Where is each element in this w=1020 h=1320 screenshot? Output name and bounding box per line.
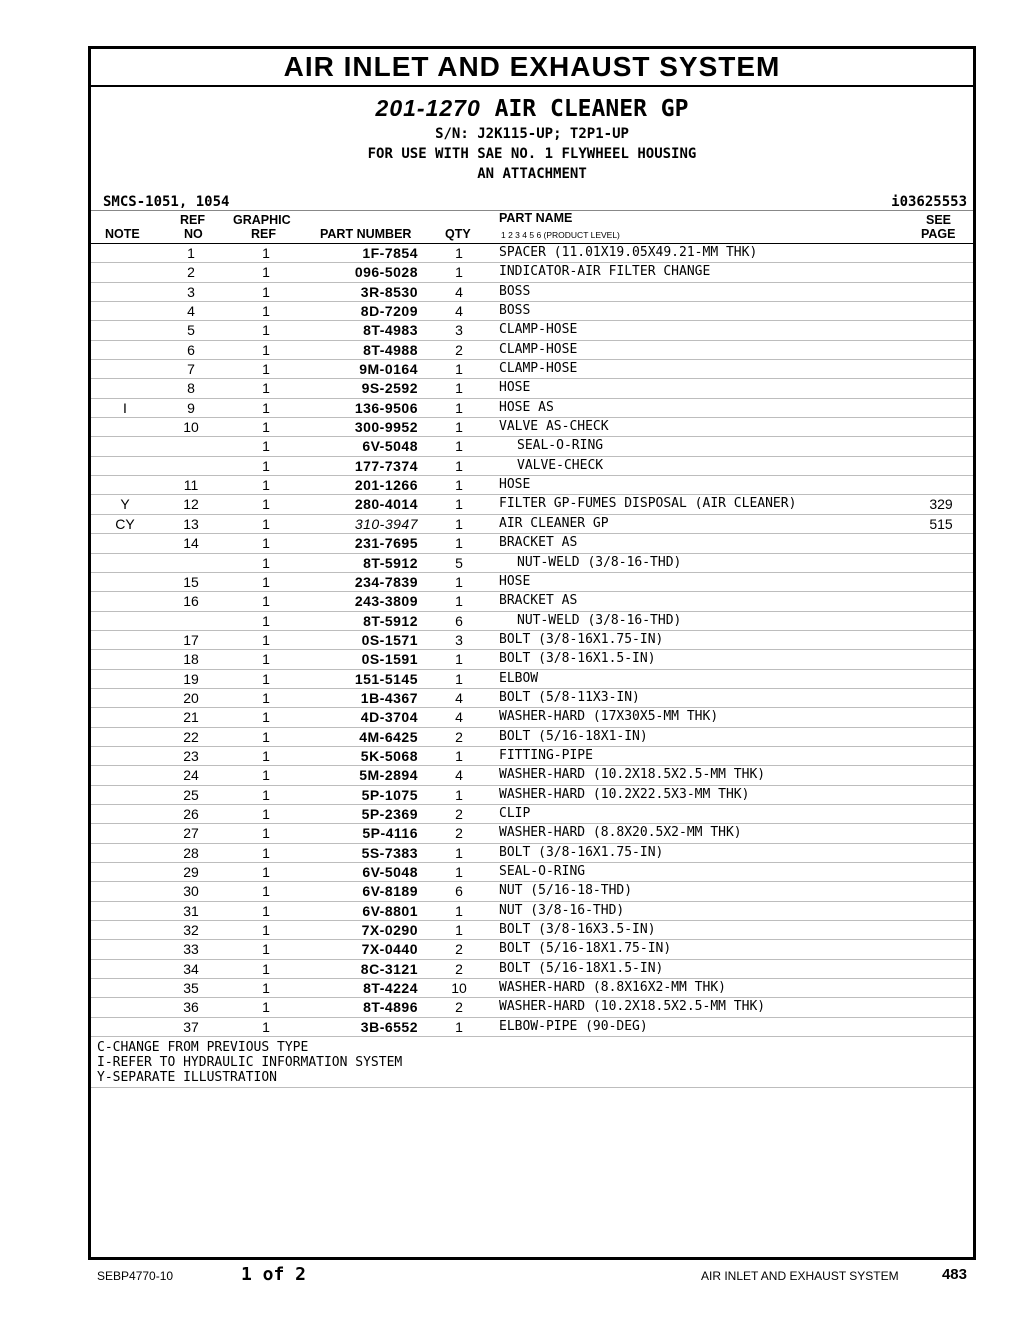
row-part-number: 7X-0440 xyxy=(361,941,418,958)
row-part-name: HOSE xyxy=(499,380,531,396)
row-part-number: 8T-5912 xyxy=(363,554,418,571)
row-qty: 1 xyxy=(455,361,463,378)
row-part-name: WASHER-HARD (8.8X16X2-MM THK) xyxy=(499,980,726,996)
row-part-name: NUT (3/8-16-THD) xyxy=(499,902,625,918)
row-part-name: ELBOW-PIPE (90-DEG) xyxy=(499,1018,648,1034)
row-part-name: WASHER-HARD (10.2X22.5X3-MM THK) xyxy=(499,786,750,802)
row-graphic-ref: 1 xyxy=(262,631,270,648)
row-part-number: 5P-4116 xyxy=(362,825,418,842)
row-part-name: HOSE xyxy=(499,477,531,493)
row-graphic-ref: 1 xyxy=(262,728,270,745)
row-see-page: 515 xyxy=(929,515,953,532)
row-part-name: BOSS xyxy=(499,303,531,319)
row-part-number: 5P-1075 xyxy=(361,786,418,803)
col-see-bottom: PAGE xyxy=(921,227,956,241)
row-graphic-ref: 1 xyxy=(262,980,270,997)
row-ref-no: 12 xyxy=(183,496,199,513)
table-row xyxy=(91,863,973,882)
row-ref-no: 30 xyxy=(183,883,199,900)
table-row xyxy=(91,921,973,940)
row-ref-no: 28 xyxy=(183,844,199,861)
row-part-number: 6V-8189 xyxy=(362,883,418,900)
row-qty: 10 xyxy=(451,980,467,997)
row-ref-no: 19 xyxy=(183,670,199,687)
row-part-name: CLAMP-HOSE xyxy=(499,341,578,357)
table-row xyxy=(91,283,973,302)
row-ref-no: 36 xyxy=(183,999,199,1016)
row-qty: 2 xyxy=(455,341,463,358)
row-qty: 1 xyxy=(455,593,463,610)
row-part-name: AIR CLEANER GP xyxy=(499,515,609,531)
row-part-number: 5P-2369 xyxy=(361,805,418,822)
row-qty: 1 xyxy=(455,457,463,474)
row-graphic-ref: 1 xyxy=(262,535,270,552)
row-qty: 1 xyxy=(455,651,463,668)
table-row xyxy=(91,902,973,921)
col-ref-top: REF xyxy=(180,213,205,227)
row-ref-no: 2 xyxy=(187,264,195,281)
note-hydraulic: I-REFER TO HYDRAULIC INFORMATION SYSTEM xyxy=(97,1055,403,1071)
row-part-number: 8T-5912 xyxy=(363,612,418,629)
col-note: NOTE xyxy=(105,227,140,241)
row-part-number: 0S-1571 xyxy=(361,631,418,648)
row-part-name: CLIP xyxy=(499,805,531,821)
row-graphic-ref: 1 xyxy=(262,245,270,261)
row-graphic-ref: 1 xyxy=(262,844,270,861)
row-graphic-ref: 1 xyxy=(262,303,270,320)
row-graphic-ref: 1 xyxy=(262,825,270,842)
row-graphic-ref: 1 xyxy=(262,612,270,629)
row-ref-no: 1 xyxy=(187,245,195,261)
row-part-name: WASHER-HARD (17X30X5-MM THK) xyxy=(499,709,719,725)
note-change: C-CHANGE FROM PREVIOUS TYPE xyxy=(97,1040,309,1056)
row-graphic-ref: 1 xyxy=(262,264,270,281)
table-row xyxy=(91,979,973,998)
smcs-row xyxy=(91,188,973,210)
table-row xyxy=(91,437,973,456)
row-ref-no: 35 xyxy=(183,980,199,997)
row-ref-no: 22 xyxy=(183,728,199,745)
row-graphic-ref: 1 xyxy=(262,670,270,687)
row-part-number: 300-9952 xyxy=(354,419,418,436)
smcs-codes: SMCS-1051, 1054 xyxy=(103,194,230,210)
row-part-number: 9M-0164 xyxy=(359,361,418,378)
row-ref-no: 32 xyxy=(183,922,199,939)
row-graphic-ref: 1 xyxy=(262,322,270,339)
row-part-name: HOSE xyxy=(499,573,531,589)
row-graphic-ref: 1 xyxy=(262,554,270,571)
row-part-number: 231-7695 xyxy=(354,535,418,552)
row-ref-no: 6 xyxy=(187,341,195,358)
row-part-name: BOLT (3/8-16X3.5-IN) xyxy=(499,922,656,938)
section-name: AIR INLET AND EXHAUST SYSTEM xyxy=(701,1269,899,1283)
col-see-top: SEE xyxy=(926,213,952,227)
row-graphic-ref: 1 xyxy=(262,786,270,803)
row-ref-no: 11 xyxy=(183,477,199,494)
table-row xyxy=(91,515,973,534)
row-part-name: BOLT (5/8-11X3-IN) xyxy=(499,689,640,705)
row-qty: 3 xyxy=(455,631,463,648)
row-part-number: 3B-6552 xyxy=(360,1018,418,1035)
row-ref-no: 20 xyxy=(183,689,199,706)
table-row xyxy=(91,476,973,495)
row-part-number: 9S-2592 xyxy=(361,380,418,397)
row-graphic-ref: 1 xyxy=(262,380,270,397)
row-ref-no: 34 xyxy=(183,960,199,977)
table-row xyxy=(91,940,973,959)
row-qty: 6 xyxy=(455,612,463,629)
row-qty: 1 xyxy=(455,419,463,436)
row-ref-no: 26 xyxy=(183,805,199,822)
row-ref-no: 15 xyxy=(183,573,199,590)
row-qty: 2 xyxy=(455,805,463,822)
row-part-number: 136-9506 xyxy=(354,399,418,416)
row-part-number: 201-1266 xyxy=(354,477,418,494)
notes-legend xyxy=(91,1037,973,1088)
row-part-number: 8D-7209 xyxy=(360,303,418,320)
row-ref-no: 25 xyxy=(183,786,199,803)
row-part-number: 6V-5048 xyxy=(362,438,418,455)
row-ref-no: 21 xyxy=(183,709,199,726)
row-part-number: 151-5145 xyxy=(354,670,418,687)
row-graphic-ref: 1 xyxy=(262,515,270,532)
usage-note: FOR USE WITH SAE NO. 1 FLYWHEEL HOUSING xyxy=(367,146,697,162)
row-part-number: 8T-4896 xyxy=(363,999,418,1016)
row-part-number: 243-3809 xyxy=(354,593,418,610)
row-part-name: BOLT (5/16-18X1.5-IN) xyxy=(499,960,664,976)
row-part-number: 5M-2894 xyxy=(359,767,418,784)
row-graphic-ref: 1 xyxy=(262,864,270,880)
row-qty: 1 xyxy=(455,245,463,261)
page-number: 483 xyxy=(941,1266,967,1283)
row-part-name: BRACKET AS xyxy=(499,593,578,609)
row-graphic-ref: 1 xyxy=(262,399,270,416)
row-qty: 1 xyxy=(455,1018,463,1035)
page-title: AIR INLET AND EXHAUST SYSTEM xyxy=(283,51,781,82)
row-graphic-ref: 1 xyxy=(262,999,270,1016)
row-qty: 2 xyxy=(455,728,463,745)
serial-range: S/N: J2K115-UP; T2P1-UP xyxy=(435,126,629,142)
row-part-name: BOLT (5/16-18X1-IN) xyxy=(499,728,648,744)
row-part-name: BOLT (5/16-18X1.75-IN) xyxy=(499,941,672,957)
row-part-name: CLAMP-HOSE xyxy=(499,361,578,377)
row-ref-no: 9 xyxy=(187,399,195,416)
table-row xyxy=(91,360,973,379)
row-part-number: 8C-3121 xyxy=(360,960,418,977)
row-part-name: INDICATOR-AIR FILTER CHANGE xyxy=(499,264,711,280)
row-part-name: BOLT (3/8-16X1.75-IN) xyxy=(499,631,664,647)
row-qty: 1 xyxy=(455,399,463,416)
row-part-name: ELBOW xyxy=(499,670,539,686)
table-row xyxy=(91,998,973,1017)
row-ref-no: 27 xyxy=(183,825,199,842)
table-row xyxy=(91,457,973,476)
row-qty: 1 xyxy=(455,922,463,939)
row-qty: 1 xyxy=(455,786,463,803)
table-row xyxy=(91,1018,973,1037)
row-ref-no: 33 xyxy=(183,941,199,958)
row-part-name: SPACER (11.01X19.05X49.21-MM THK) xyxy=(499,245,758,260)
row-qty: 1 xyxy=(455,515,463,532)
group-header xyxy=(91,87,973,184)
row-part-name: HOSE AS xyxy=(499,399,554,415)
col-part-number: PART NUMBER xyxy=(320,227,412,241)
row-graphic-ref: 1 xyxy=(262,419,270,436)
row-part-name: BOLT (3/8-16X1.75-IN) xyxy=(499,844,664,860)
row-part-name: CLAMP-HOSE xyxy=(499,322,578,338)
table-row xyxy=(91,650,973,669)
row-qty: 1 xyxy=(455,844,463,861)
row-qty: 4 xyxy=(455,303,463,320)
row-ref-no: 5 xyxy=(187,322,195,339)
row-graphic-ref: 1 xyxy=(262,767,270,784)
table-row xyxy=(91,399,973,418)
row-graphic-ref: 1 xyxy=(262,805,270,822)
row-part-number: 1F-7854 xyxy=(362,245,418,261)
row-graphic-ref: 1 xyxy=(262,883,270,900)
row-part-number: 8T-4983 xyxy=(363,322,418,339)
row-part-name: NUT-WELD (3/8-16-THD) xyxy=(517,612,682,628)
page-footer xyxy=(97,1264,967,1288)
row-graphic-ref: 1 xyxy=(262,283,270,300)
table-row xyxy=(91,670,973,689)
parts-page-frame xyxy=(88,46,976,1260)
row-ref-no: 4 xyxy=(187,303,195,320)
table-row xyxy=(91,882,973,901)
note-separate: Y-SEPARATE ILLUSTRATION xyxy=(97,1070,278,1086)
table-row xyxy=(91,766,973,785)
title-band xyxy=(91,49,973,87)
row-qty: 4 xyxy=(455,283,463,300)
row-graphic-ref: 1 xyxy=(262,747,270,764)
table-row xyxy=(91,631,973,650)
row-part-number: 4M-6425 xyxy=(359,728,418,745)
row-ref-no: 8 xyxy=(187,380,195,397)
row-graphic-ref: 1 xyxy=(262,593,270,610)
row-part-number: 5K-5068 xyxy=(360,747,418,764)
table-row xyxy=(91,418,973,437)
row-ref-no: 14 xyxy=(183,535,199,552)
row-part-number: 234-7839 xyxy=(354,573,418,590)
row-part-name: NUT-WELD (3/8-16-THD) xyxy=(517,554,682,570)
table-row xyxy=(91,612,973,631)
row-part-number: 8T-4224 xyxy=(363,980,418,997)
table-row xyxy=(91,592,973,611)
row-qty: 1 xyxy=(455,496,463,513)
row-ref-no: 3 xyxy=(187,283,195,300)
row-graphic-ref: 1 xyxy=(262,689,270,706)
table-row xyxy=(91,244,973,263)
row-ref-no: 24 xyxy=(183,767,199,784)
col-qty: QTY xyxy=(445,227,471,241)
table-row xyxy=(91,747,973,766)
row-part-name: NUT (5/16-18-THD) xyxy=(499,883,633,899)
table-row xyxy=(91,786,973,805)
row-part-name: SEAL-O-RING xyxy=(499,864,586,879)
page-of: 1 of 2 xyxy=(241,1264,307,1285)
row-ref-no: 13 xyxy=(183,515,199,532)
table-row xyxy=(91,573,973,592)
row-graphic-ref: 1 xyxy=(262,651,270,668)
row-note: I xyxy=(123,399,127,416)
row-ref-no: 10 xyxy=(183,419,199,436)
row-part-name: WASHER-HARD (10.2X18.5X2.5-MM THK) xyxy=(499,767,766,783)
row-qty: 1 xyxy=(455,902,463,919)
group-name: AIR CLEANER GP xyxy=(494,96,689,122)
row-ref-no: 23 xyxy=(183,747,199,764)
table-row xyxy=(91,844,973,863)
row-part-number: 3R-8530 xyxy=(360,283,418,300)
row-qty: 1 xyxy=(455,864,463,880)
row-qty: 2 xyxy=(455,941,463,958)
row-qty: 4 xyxy=(455,709,463,726)
row-qty: 4 xyxy=(455,689,463,706)
row-graphic-ref: 1 xyxy=(262,457,270,474)
row-part-name: SEAL-O-RING xyxy=(517,438,604,454)
row-graphic-ref: 1 xyxy=(262,361,270,378)
col-ref-bottom: NO xyxy=(184,227,203,241)
row-part-name: BRACKET AS xyxy=(499,535,578,551)
group-title xyxy=(91,93,973,124)
row-ref-no: 7 xyxy=(187,361,195,378)
col-part-name: PART NAME xyxy=(499,211,573,225)
row-part-number: 5S-7383 xyxy=(361,844,418,861)
col-graphic-top: GRAPHIC xyxy=(233,213,291,227)
row-note: Y xyxy=(120,496,130,513)
row-part-name: BOSS xyxy=(499,283,531,299)
row-part-name: BOLT (3/8-16X1.5-IN) xyxy=(499,651,656,667)
row-graphic-ref: 1 xyxy=(262,341,270,358)
row-graphic-ref: 1 xyxy=(262,709,270,726)
row-note: CY xyxy=(115,515,135,532)
row-part-number: 096-5028 xyxy=(354,264,418,281)
table-row xyxy=(91,805,973,824)
table-row xyxy=(91,263,973,282)
row-part-name: FITTING-PIPE xyxy=(499,747,593,763)
row-qty: 2 xyxy=(455,960,463,977)
row-ref-no: 17 xyxy=(183,631,199,648)
table-row xyxy=(91,728,973,747)
row-see-page: 329 xyxy=(929,496,953,513)
row-qty: 1 xyxy=(455,438,463,455)
row-qty: 2 xyxy=(455,825,463,842)
row-qty: 1 xyxy=(455,477,463,494)
row-qty: 1 xyxy=(455,535,463,552)
row-graphic-ref: 1 xyxy=(262,960,270,977)
row-part-name: VALVE AS-CHECK xyxy=(499,419,609,435)
row-ref-no: 29 xyxy=(183,864,199,880)
table-row xyxy=(91,321,973,340)
row-part-number: 8T-4988 xyxy=(363,341,418,358)
row-qty: 3 xyxy=(455,322,463,339)
table-row xyxy=(91,495,973,514)
row-qty: 5 xyxy=(455,554,463,571)
row-part-name: WASHER-HARD (10.2X18.5X2.5-MM THK) xyxy=(499,999,766,1015)
group-number: 201-1270 xyxy=(375,95,481,121)
row-graphic-ref: 1 xyxy=(262,922,270,939)
table-row xyxy=(91,379,973,398)
row-part-number: 280-4014 xyxy=(354,496,418,513)
row-qty: 1 xyxy=(455,573,463,590)
row-part-number: 310-3947 xyxy=(354,515,418,532)
row-ref-no: 31 xyxy=(183,902,199,919)
table-row xyxy=(91,824,973,843)
doc-number: SEBP4770-10 xyxy=(97,1269,174,1283)
row-qty: 1 xyxy=(455,264,463,281)
row-part-name: VALVE-CHECK xyxy=(517,457,604,473)
table-row xyxy=(91,689,973,708)
row-part-number: 0S-1591 xyxy=(361,651,418,668)
row-part-number: 7X-0290 xyxy=(361,922,418,939)
row-qty: 2 xyxy=(455,999,463,1016)
row-graphic-ref: 1 xyxy=(262,941,270,958)
illustration-id: i03625553 xyxy=(891,194,967,210)
row-qty: 6 xyxy=(455,883,463,900)
row-qty: 1 xyxy=(455,670,463,687)
row-graphic-ref: 1 xyxy=(262,902,270,919)
row-graphic-ref: 1 xyxy=(262,438,270,455)
row-qty: 4 xyxy=(455,767,463,784)
row-qty: 1 xyxy=(455,747,463,764)
table-row xyxy=(91,960,973,979)
parts-list xyxy=(91,244,973,1037)
row-qty: 1 xyxy=(455,380,463,397)
row-graphic-ref: 1 xyxy=(262,496,270,513)
col-graphic-bottom: REF xyxy=(251,227,276,241)
row-part-number: 177-7374 xyxy=(354,457,418,474)
table-header xyxy=(91,210,973,244)
row-part-number: 6V-8801 xyxy=(362,902,418,919)
table-row xyxy=(91,302,973,321)
row-graphic-ref: 1 xyxy=(262,1018,270,1035)
row-ref-no: 37 xyxy=(183,1018,199,1035)
row-part-number: 4D-3704 xyxy=(360,709,418,726)
table-row xyxy=(91,554,973,573)
col-product-level: 1 2 3 4 5 6 (PRODUCT LEVEL) xyxy=(501,230,620,240)
row-ref-no: 18 xyxy=(183,651,199,668)
table-row xyxy=(91,534,973,553)
row-part-name: WASHER-HARD (8.8X20.5X2-MM THK) xyxy=(499,825,742,841)
row-part-number: 6V-5048 xyxy=(362,864,418,880)
table-row xyxy=(91,708,973,727)
row-graphic-ref: 1 xyxy=(262,573,270,590)
table-row xyxy=(91,341,973,360)
row-graphic-ref: 1 xyxy=(262,477,270,494)
attachment-note: AN ATTACHMENT xyxy=(477,166,587,182)
row-ref-no: 16 xyxy=(183,593,199,610)
row-part-number: 1B-4367 xyxy=(360,689,418,706)
row-part-name: FILTER GP-FUMES DISPOSAL (AIR CLEANER) xyxy=(499,496,797,512)
